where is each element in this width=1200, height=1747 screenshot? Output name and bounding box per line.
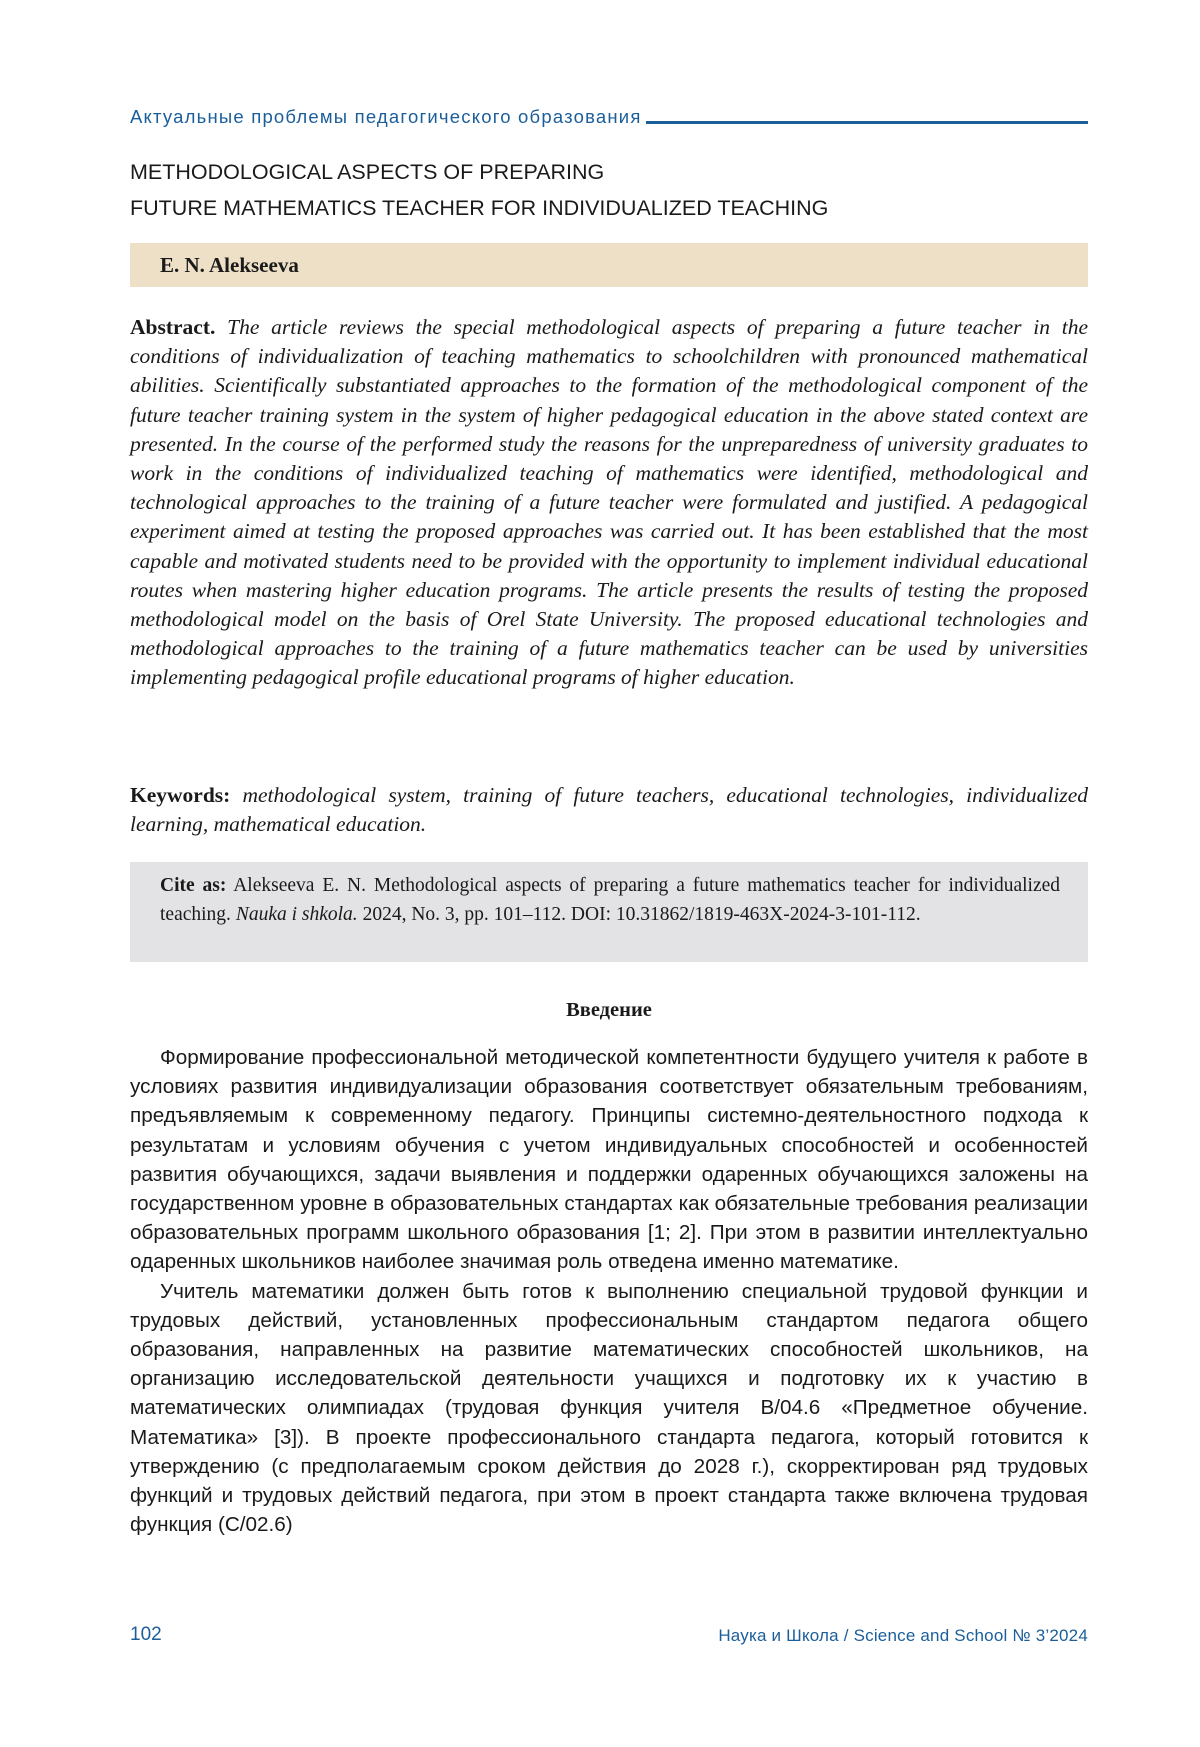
abstract (130, 313, 1088, 693)
abstract-text: The article reviews the special methodological aspects of preparing a future teacher in the conditions of individualization of teaching mathematics to schoolchildren with pronounced mathematical abilities. Scientifically substantiated approaches to the formation of the methodological component of the future teacher training system in the system of higher pedagogical education in the above stated context are presented. In the course of the performed study the reasons for the unpreparedness of university graduates to work in the conditions of individualized teaching of mathematics were identified, methodological and technological approaches to the training of a future teacher were formulated and justified. A pedagogical experiment aimed at testing the proposed approaches was carried out. It has been established that the most capable and motivated students need to be provided with the opportunity to implement individual educational routes when mastering higher education programs. The article presents the results of testing the proposed methodological model on the basis of Orel State University. The proposed educational technologies and methodological approaches to the training of a future mathematics teacher can be used by universities implementing pedagogical profile educational programs of higher education. (130, 315, 1089, 690)
running-head (130, 102, 1088, 126)
journal-name: Наука и Школа / Science and School № 3’2024 (718, 1626, 1088, 1645)
title-line-1: METHODOLOGICAL ASPECTS OF PREPARING (130, 160, 605, 184)
keywords-label: Keywords: (130, 783, 231, 807)
paragraph: Формирование профессиональной методической компетентности будущего учителя к работе в условиях развития индивидуализации образования соответствует обязательным требованиям, предъявляемым к современному педагогу. Принципы системно-деятельностного подхода к результатам и условиям обучения с учетом индивидуальных способностей и особенностей развития обучающихся, задачи выявления и поддержки одаренных обучающихся заложены на государственном уровне в образовательных стандартах как обязательные требования реализации образовательных программ школьного образования [1; 2]. При этом в развитии интеллектуально одаренных школьников наиболее значимая роль отведена именно математике. (130, 1046, 1088, 1274)
section-title: Актуальные проблемы педагогического образования (130, 105, 642, 127)
cite-box (130, 862, 1088, 962)
author-bar (130, 243, 1088, 287)
article-title (130, 154, 1088, 226)
cite-journal: Nauka i shkola. (235, 903, 358, 925)
author-name: E. N. Alekseeva (160, 253, 299, 277)
cite-details: 2024, No. 3, pp. 101–112. DOI: 10.31862/1819-463X-2024-3-101-112. (362, 903, 921, 925)
section-heading: Введение (566, 999, 652, 1021)
citation (160, 872, 1060, 929)
page-number: 102 (130, 1624, 162, 1645)
body-text (130, 1043, 1088, 1539)
cite-label: Cite as: (160, 875, 227, 896)
cite-text: Alekseeva E. N. Methodological aspects of preparing a future mathematics teacher for individualized teaching. (160, 875, 1061, 925)
header-rule (646, 121, 1088, 124)
paragraph: Учитель математики должен быть готов к выполнению специальной трудовой функции и трудовых действий, установленных профессиональным стандартом педагога общего образования, направленных на развитие математических способностей школьников, на организацию исследовательской деятельности учащихся и подготовку их к участию в математических олимпиадах (трудовая функция учителя В/04.6 «Предметное обучение. Математика» [3]). В проекте профессионального стандарта педагога, который готовится к утверждению (с предполагаемым сроком действия до 2028 г.), скорректирован ряд трудовых функций и трудовых действий педагога, при этом в проект стандарта также включена трудовая функция (С/02.6) (130, 1279, 1088, 1537)
page-footer (130, 1624, 1088, 1652)
title-line-2: FUTURE MATHEMATICS TEACHER FOR INDIVIDUALIZED TEACHING (130, 196, 829, 220)
keywords-text: methodological system, training of future teachers, educational technologies, individualized learning, mathematical education. (130, 783, 1088, 837)
abstract-label: Abstract. (130, 315, 216, 339)
keywords (130, 781, 1088, 839)
